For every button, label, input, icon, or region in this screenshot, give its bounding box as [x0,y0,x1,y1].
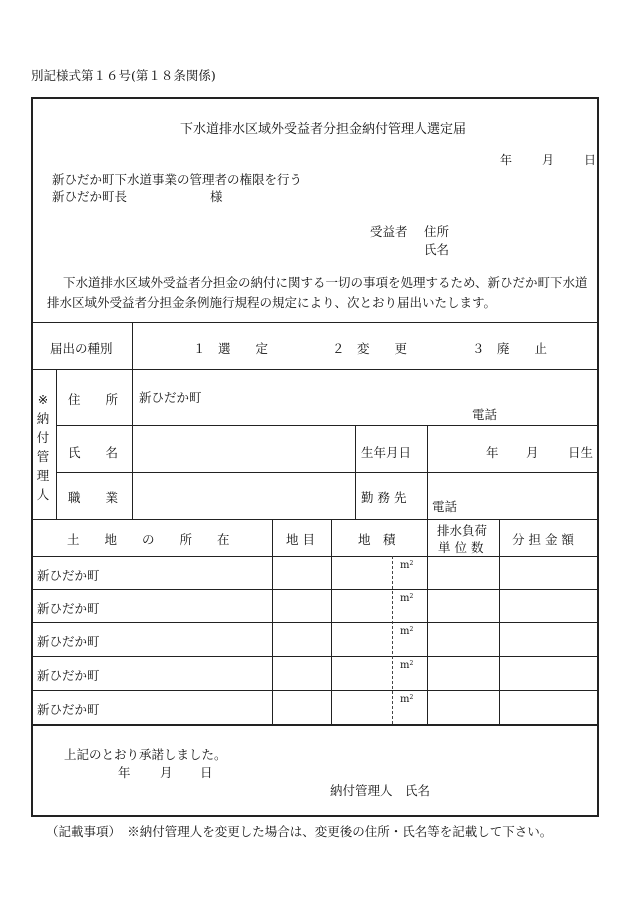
manager-phone-label: 電話 [472,407,498,422]
option-change[interactable]: ２ 変 更 [332,341,408,356]
birth-month-label: 月 [526,445,539,460]
manager-side-label [34,390,52,504]
area-unit: $m^2$ [400,593,414,604]
side-char: 管 [36,449,50,464]
form-number: 別記様式第１６号(第１８条関係) [31,68,216,83]
area-dashed-divider [392,556,393,724]
area-unit: $m^2$ [400,694,414,705]
side-char: ※ [37,392,49,407]
addressee-line1: 新ひだか町下水道事業の管理者の権限を行う [52,172,303,187]
row-location[interactable]: 新ひだか町 [37,601,100,616]
workplace-phone-label: 電話 [432,499,458,514]
manager-name-label: 氏 名 [68,445,119,460]
header-area: 地 積 [358,532,396,547]
notification-type-label: 届出の種別 [50,341,113,356]
divider-line [272,519,273,725]
option-select[interactable]: １ 選 定 [193,341,269,356]
divider-line [56,472,599,473]
divider-line [31,622,599,623]
row-location[interactable]: 新ひだか町 [37,568,100,583]
divider-line [31,322,599,323]
divider-line [427,425,428,519]
side-char: 人 [36,487,50,502]
manager-job-label: 職 業 [68,490,119,505]
area-unit: $m^2$ [400,560,414,571]
header-drain-load-line2: 単 位 数 [438,540,484,555]
manager-address-value[interactable]: 新ひだか町 [139,390,202,405]
form-title: 下水道排水区域外受益者分担金納付管理人選定届 [180,122,467,137]
header-land-category: 地 目 [286,532,315,547]
divider-line [31,690,599,691]
divider-line [31,556,599,557]
header-amount: 分 担 金 額 [512,532,574,547]
side-char: 納 [36,411,50,426]
header-location: 土 地 の 所 在 [67,532,230,547]
row-location[interactable]: 新ひだか町 [37,634,100,649]
manager-address-label: 住 所 [68,392,119,407]
addressee-line2: 新ひだか町長 [52,189,128,204]
header-drain-load-line1: 排水負荷 [437,523,488,538]
divider-line [499,519,500,725]
row-location[interactable]: 新ひだか町 [37,668,100,683]
divider-line [132,322,133,519]
divider-line [56,425,599,426]
date-month-label: 月 [542,153,555,167]
beneficiary-label: 受益者 [370,224,408,239]
birthdate-label: 生年月日 [361,445,412,460]
divider-line [31,724,599,726]
divider-line [355,425,356,519]
consent-text: 上記のとおり承諾しました。 [64,747,227,762]
workplace-label: 勤 務 先 [361,490,407,505]
option-abolish[interactable]: ３ 廃 止 [472,341,548,356]
divider-line [331,519,332,725]
divider-line [56,369,57,519]
declaration-paragraph: 下水道排水区域外受益者分担金の納付に関する一切の事項を処理するため、新ひだか町下水道排水区域外受益者分担金条例施行規程の規定により、次とおり届出いたします。 [47,275,588,310]
birth-day-label: 日生 [568,445,594,460]
footnote: （記載事項） ※納付管理人を変更した場合は、変更後の住所・氏名等を記載して下さい。 [46,824,553,839]
side-char: 理 [36,468,50,483]
consent-year-label: 年 [118,765,131,780]
birth-year-label: 年 [486,445,499,460]
beneficiary-name-label: 氏名 [424,242,450,257]
divider-line [31,656,599,657]
area-unit: $m^2$ [400,660,414,671]
consent-month-label: 月 [160,765,173,780]
date-day-label: 日 [584,153,597,167]
consent-day-label: 日 [200,765,213,780]
side-char: 付 [36,430,50,445]
divider-line [31,519,599,520]
date-year-label: 年 [500,153,513,167]
consent-signer: 納付管理人 氏名 [330,783,431,798]
addressee-honorific: 様 [210,189,223,204]
row-location[interactable]: 新ひだか町 [37,702,100,717]
divider-line [427,519,428,725]
divider-line [31,589,599,590]
divider-line [31,369,599,370]
beneficiary-address-label: 住所 [424,224,450,239]
area-unit: $m^2$ [400,626,414,637]
